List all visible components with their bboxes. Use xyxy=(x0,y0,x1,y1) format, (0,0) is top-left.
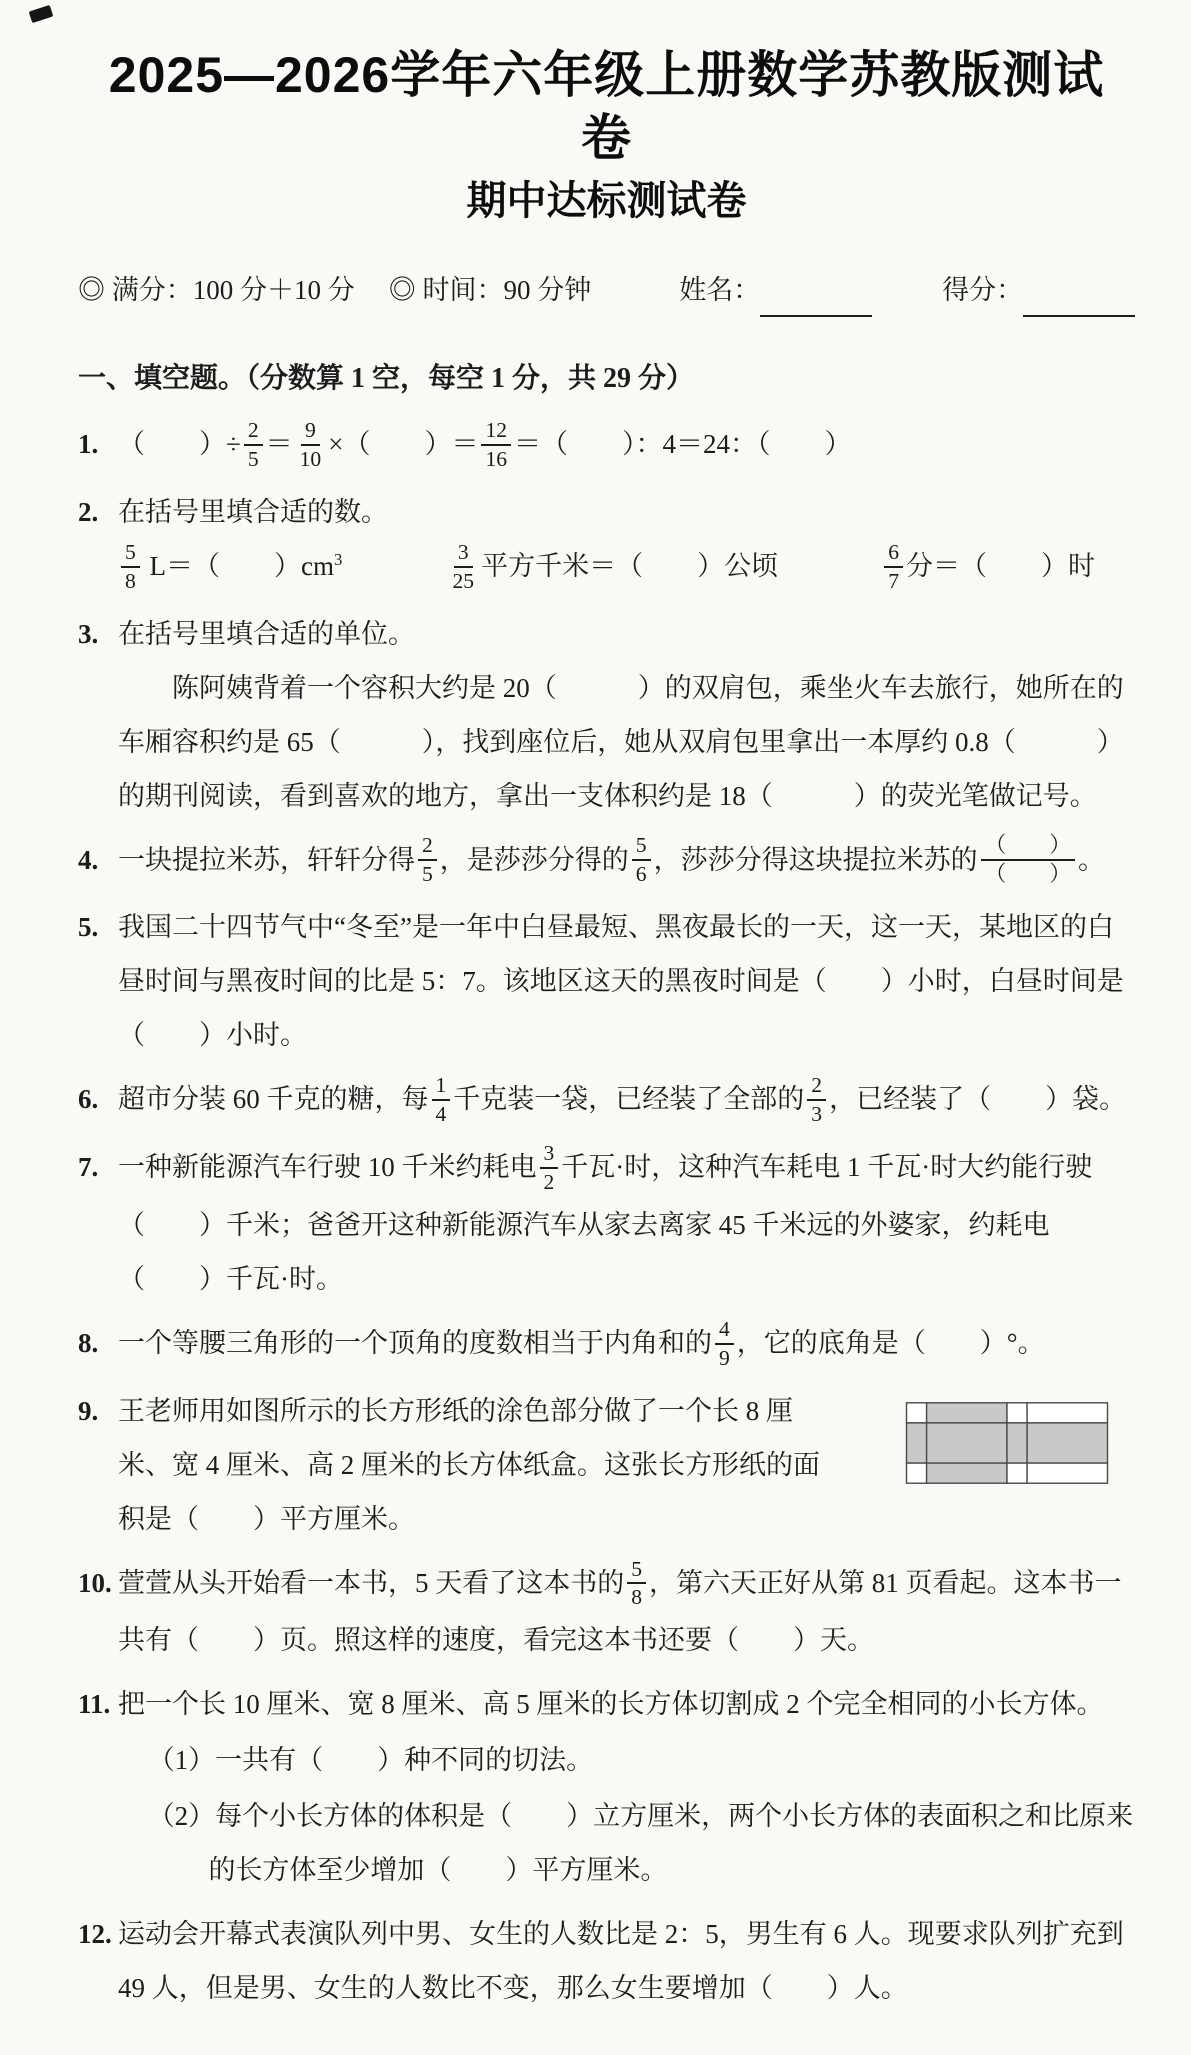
fraction: $\frac{3}{25}$ xyxy=(452,539,475,593)
question-text: 王老师用如图所示的长方形纸的涂色部分做了一个长 8 厘米、宽 4 厘米、高 2 厘米的长方体纸盒。这张长方形纸的面积是（ ）平方厘米。 xyxy=(118,1395,820,1534)
time-label: ◎ 时间：90 分钟 xyxy=(388,275,592,305)
question-number: 12. xyxy=(78,1919,112,1950)
question-6 xyxy=(78,1072,1135,1130)
question-8 xyxy=(78,1316,1135,1374)
question-number: 9. xyxy=(78,1395,99,1426)
question-12 xyxy=(78,1907,1135,2015)
fraction: $\frac{5}{8}$ xyxy=(121,539,140,595)
name-label: 姓名： xyxy=(679,275,761,305)
fraction: $\frac{5}{6}$ xyxy=(632,832,651,888)
question-text: 一种新能源汽车行驶 10 千米约耗电 $\frac{3}{2}$ 千瓦·时，这种汽车耗电 1 千瓦·时大约能行驶（ ）千米；爸爸开这种新能源汽车从家去离家 45 千米远的外婆家，约耗电（ ）千瓦·时。 xyxy=(118,1140,1093,1294)
question-number: 7. xyxy=(78,1152,99,1183)
question-text: （ ）÷ $\frac{2}{5}$ ＝ $\frac{9}{10}$ ×（ ）＝ $\frac{12}{16}$ ＝（ ）：4＝24：（ ） xyxy=(118,417,852,471)
sub-question-1: （1）一共有（ ）种不同的切法。 xyxy=(147,1745,594,1776)
conversion-item: $\frac{6}{7}$ 分＝（ ）时 xyxy=(881,539,1095,597)
question-text: 萱萱从头开始看一本书，5 天看了这本书的 $\frac{5}{8}$ ，第六天正好从第 81 页看起。这本书一共有（ ）页。照这样的速度，看完这本书还要（ ）天。 xyxy=(118,1556,1122,1656)
fraction: $\frac{2}{5}$ xyxy=(244,417,263,473)
question-number: 3. xyxy=(78,618,99,649)
fraction: $\frac{5}{8}$ xyxy=(627,1556,646,1612)
fraction: $\frac{9}{10}$ xyxy=(299,417,322,471)
exam-info-row xyxy=(78,263,1135,317)
question-5 xyxy=(78,900,1135,1062)
question-1 xyxy=(78,417,1135,475)
paper-title: 2025—2026学年六年级上册数学苏教版测试卷 xyxy=(108,47,1105,166)
fraction: $\frac{1}{4}$ xyxy=(432,1072,451,1128)
unit-conversion-row xyxy=(118,539,1135,597)
question-text: 我国二十四节气中“冬至”是一年中白昼最短、黑夜最长的一天，这一天，某地区的白昼时间与黑夜时间的比是 5：7。该地区这天的黑夜时间是（ ）小时，白昼时间是（ ）小时。 xyxy=(118,912,1124,1051)
fraction: $\frac{12}{16}$ xyxy=(481,417,511,473)
fraction: $\frac{( )}{( )}$ xyxy=(981,832,1075,888)
section-heading: 一、填空题。（分数算 1 空，每空 1 分，共 29 分） xyxy=(78,363,695,394)
question-9 xyxy=(78,1384,1135,1546)
fraction: $\frac{6}{7}$ xyxy=(884,539,903,595)
question-number: 4. xyxy=(78,844,99,875)
question-text: 在括号里填合适的数。 xyxy=(118,496,388,527)
score-blank-line xyxy=(1023,285,1135,317)
sub-question-2: （2）每个小长方体的体积是（ ）立方厘米，两个小长方体的表面积之和比原来的长方体至少增加（ ）平方厘米。 xyxy=(147,1801,1134,1886)
question-3 xyxy=(78,607,1135,823)
question-number: 2. xyxy=(78,496,99,527)
name-blank-line xyxy=(760,285,872,317)
fraction: $\frac{2}{5}$ xyxy=(418,832,437,888)
question-text: 在括号里填合适的单位。 xyxy=(118,618,415,649)
paper-subtitle: 期中达标测试卷 xyxy=(466,179,747,223)
question-text: 运动会开幕式表演队列中男、女生的人数比是 2：5，男生有 6 人。现要求队列扩充到 49 人，但是男、女生的人数比不变，那么女生要增加（ ）人。 xyxy=(118,1919,1124,2004)
scan-artifact xyxy=(29,5,54,23)
full-score-label: ◎ 满分：100 分＋10 分 xyxy=(78,275,355,305)
question-text: 超市分装 60 千克的糖，每 $\frac{1}{4}$ 千克装一袋，已经装了全部的 $\frac{2}{3}$ ，已经装了（ ）袋。 xyxy=(118,1073,1127,1127)
question-number: 8. xyxy=(78,1327,99,1358)
question-text: 一块提拉米苏，轩轩分得 $\frac{2}{5}$ ，是莎莎分得的 $\frac{5}{6}$ ，莎莎分得这块提拉米苏的 $\frac{( )}{( )}$ 。 xyxy=(118,833,1105,887)
question-number: 5. xyxy=(78,912,99,943)
conversion-item: $\frac{5}{8}$ L＝（ ）$cm^3$ xyxy=(118,539,342,597)
question-11 xyxy=(78,1677,1135,1897)
question-7 xyxy=(78,1140,1135,1306)
box-net-figure xyxy=(905,1398,1109,1488)
question-number: 6. xyxy=(78,1084,99,1115)
question-2 xyxy=(78,485,1135,597)
fraction: $\frac{3}{2}$ xyxy=(540,1140,559,1196)
conversion-item: $\frac{3}{25}$ 平方千米＝（ ）公顷 xyxy=(446,539,779,597)
question-10 xyxy=(78,1556,1135,1668)
fraction: $\frac{2}{3}$ xyxy=(807,1072,826,1128)
fraction: $\frac{4}{9}$ xyxy=(715,1316,734,1372)
question-number: 1. xyxy=(78,429,99,459)
score-label: 得分： xyxy=(942,275,1024,305)
question-4 xyxy=(78,833,1135,891)
question-number: 10. xyxy=(78,1567,112,1598)
question-text: 把一个长 10 厘米、宽 8 厘米、高 5 厘米的长方体切割成 2 个完全相同的小长方体。 xyxy=(118,1689,1104,1720)
question-paragraph: 陈阿姨背着一个容积大约是 20（ ）的双肩包，乘坐火车去旅行，她所在的车厢容积约是 65（ ），找到座位后，她从双肩包里拿出一本厚约 0.8（ ）的期刊阅读，看到喜欢的地方，拿出一支体积约是 18（ ）的荧光笔做记号。 xyxy=(118,672,1124,811)
question-text: 一个等腰三角形的一个顶角的度数相当于内角和的 $\frac{4}{9}$ ，它的底角是（ ）°。 xyxy=(118,1316,1045,1370)
question-number: 11. xyxy=(78,1689,111,1720)
